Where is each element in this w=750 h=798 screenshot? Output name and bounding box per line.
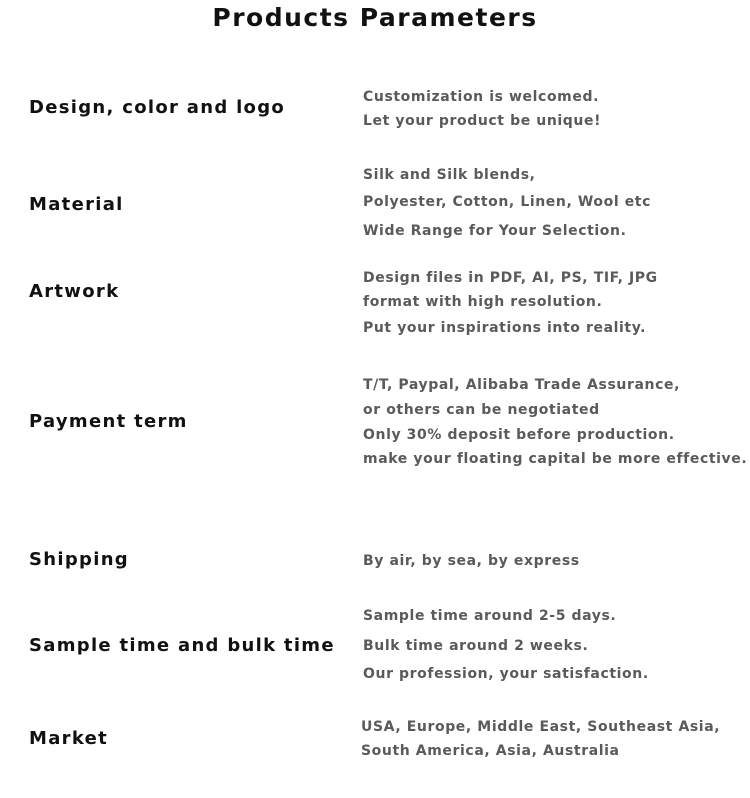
row-value-line: USA, Europe, Middle East, Southeast Asia, [361,719,721,735]
row-value-line: South America, Asia, Australia [361,743,620,759]
row-label-artwork: Artwork [29,281,120,302]
row-label-payment-term: Payment term [29,411,188,432]
row-value-line: Sample time around 2-5 days. [363,608,617,624]
row-label-sample-time: Sample time and bulk time [29,635,335,656]
row-value-line: Let your product be unique! [363,113,602,129]
row-value-line: Design files in PDF, AI, PS, TIF, JPG [363,270,658,286]
row-value-line: make your floating capital be more effective. [363,451,748,467]
row-value-line: Only 30% deposit before production. [363,427,675,443]
row-label-market: Market [29,728,109,749]
row-value-line: Wide Range for Your Selection. [363,223,627,239]
row-value-line: or others can be negotiated [363,402,600,418]
row-value-line: Our profession, your satisfaction. [363,666,649,682]
row-value-line: By air, by sea, by express [363,553,580,569]
row-value-line: T/T, Paypal, Alibaba Trade Assurance, [363,377,680,393]
row-value-line: Silk and Silk blends, [363,167,536,183]
row-label-design: Design, color and logo [29,97,286,118]
row-value-line: Polyester, Cotton, Linen, Wool etc [363,194,651,210]
row-label-shipping: Shipping [29,549,129,570]
row-value-line: format with high resolution. [363,294,603,310]
page-title: Products Parameters [212,3,538,32]
row-value-line: Put your inspirations into reality. [363,320,647,336]
row-label-material: Material [29,194,124,215]
row-value-line: Bulk time around 2 weeks. [363,638,589,654]
row-value-line: Customization is welcomed. [363,89,599,105]
